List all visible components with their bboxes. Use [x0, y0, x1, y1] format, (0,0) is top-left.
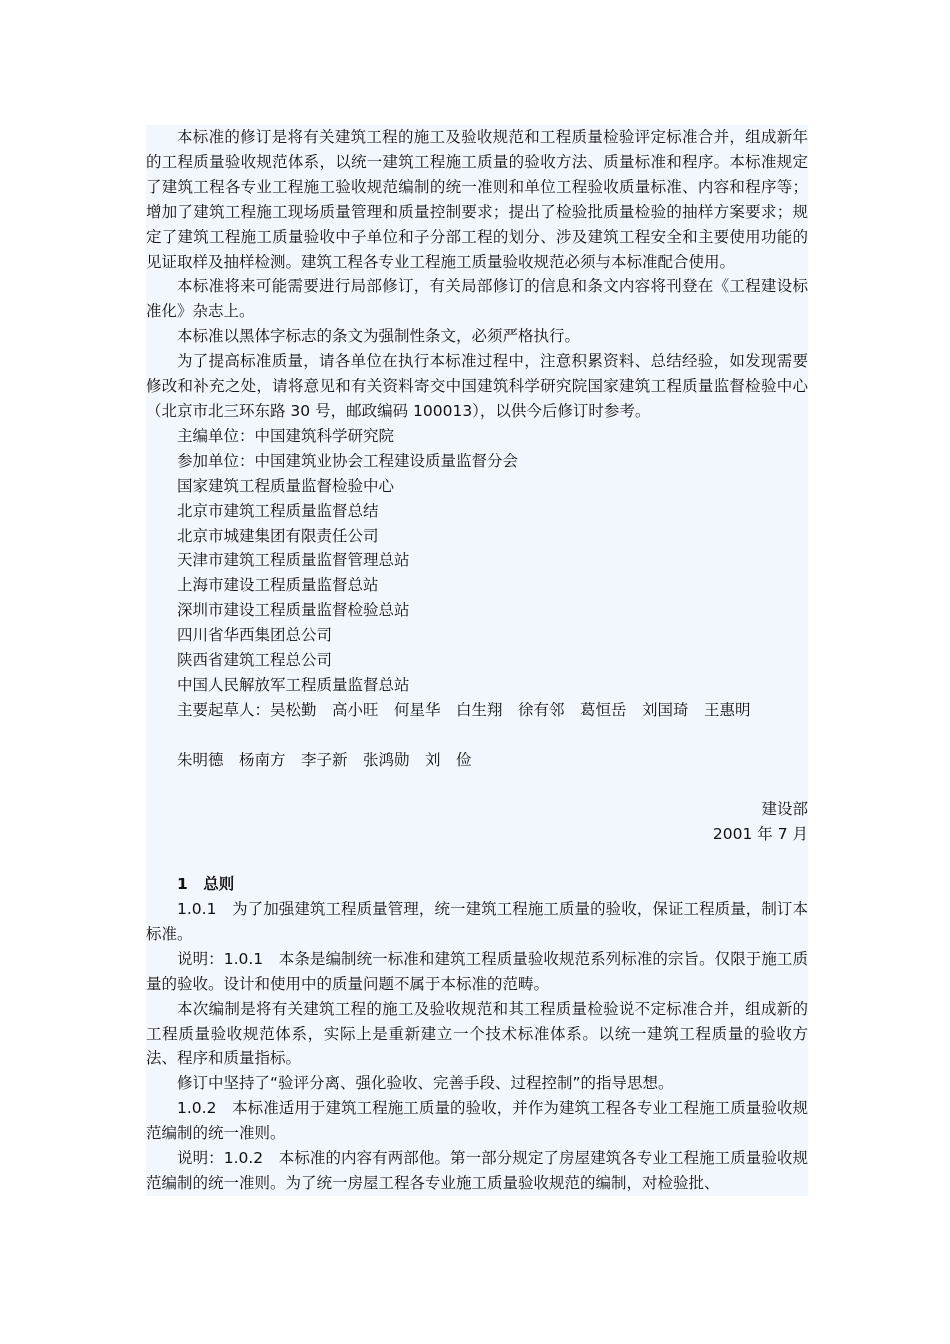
preface-paragraph-1: 本标准的修订是将有关建筑工程的施工及验收规范和工程质量检验评定标准合并，组成新年的工程质量验收规范体系，以统一建筑工程施工质量的验收方法、质量标准和程序。本标准规定了建筑工程各专业工程施工验收规范编制的统一准则和单位工程验收质量标准、内容和程序等；增加了建筑工程施工现场质量管理和质量控制要求；提出了检验批质量检验的抽样方案要求；规定了建筑工程施工质量验收中子单位和子分部工程的划分、涉及建筑工程安全和主要使用功能的见证取样及抽样检测。建筑工程各专业工程施工质量验收规范必须与本标准配合使用。 — [146, 128, 808, 271]
main-drafters-continued: 朱明德 杨南方 李子新 张鸿勋 刘 俭 — [177, 750, 472, 769]
participating-unit: 上海市建设工程质量监督总站 — [177, 576, 379, 595]
spacer — [146, 847, 808, 872]
chief-unit: 主编单位：中国建筑科学研究院 — [177, 426, 395, 445]
preface-paragraph-2: 本标准将来可能需要进行局部修订，有关局部修订的信息和条文内容将刊登在《工程建设标准化》杂志上。 — [146, 277, 808, 321]
clause-1-0-2: 1.0.2 本标准适用于建筑工程施工质量的验收，并作为建筑工程各专业工程施工质量验收规范编制的统一准则。 — [146, 1099, 808, 1143]
spacer — [146, 773, 808, 798]
clause-1-0-1-note-continued: 修订中坚持了“验评分离、强化验收、完善手段、过程控制”的指导思想。 — [177, 1074, 674, 1093]
preface-paragraph-3: 本标准以黑体字标志的条文为强制性条文，必须严格执行。 — [177, 327, 581, 346]
clause-1-0-2-note: 说明：1.0.2 本标准的内容有两部他。第一部分规定了房屋建筑各专业工程施工质量验收规范编制的统一准则。为了统一房屋工程各专业施工质量验收规范的编制，对检验批、 — [146, 1149, 808, 1193]
participating-unit: 北京市建筑工程质量监督总结 — [177, 501, 379, 520]
participating-unit: 参加单位：中国建筑业协会工程建设质量监督分会 — [177, 451, 519, 470]
participating-unit: 陕西省建筑工程总公司 — [177, 651, 333, 670]
clause-1-0-1-note-continued: 本次编制是将有关建筑工程的施工及验收规范和其工程质量检验说不定标准合并，组成新的工程质量验收规范体系，实际上是重新建立一个技术标准体系。以统一建筑工程质量的验收方法、程序和质量指标。 — [146, 999, 808, 1068]
participating-unit: 天津市建筑工程质量监督管理总站 — [177, 551, 410, 570]
clause-1-0-1-note: 说明：1.0.1 本条是编制统一标准和建筑工程质量验收规范系列标准的宗旨。仅限于施工质量的验收。设计和使用中的质量问题不属于本标准的范畴。 — [146, 949, 808, 993]
chapter-heading: 1 总则 — [177, 875, 235, 894]
clause-1-0-1: 1.0.1 为了加强建筑工程质量管理，统一建筑工程施工质量的验收，保证工程质量，制订本标准。 — [146, 900, 808, 943]
participating-unit: 四川省华西集团总公司 — [177, 626, 333, 645]
document-body — [146, 125, 808, 1196]
signature-organization: 建设部 — [761, 800, 808, 819]
participating-unit: 中国人民解放军工程质量监督总站 — [177, 675, 410, 694]
spacer — [146, 723, 808, 748]
main-drafters: 主要起草人：吴松勤 高小旺 何星华 白生翔 徐有邻 葛恒岳 刘国琦 王惠明 — [177, 700, 751, 719]
participating-unit: 国家建筑工程质量监督检验中心 — [177, 476, 395, 495]
participating-unit: 北京市城建集团有限责任公司 — [177, 526, 379, 545]
preface-paragraph-4: 为了提高标准质量，请各单位在执行本标准过程中，注意积累资料、总结经验，如发现需要修改和补充之处，请将意见和有关资料寄交中国建筑科学研究院国家建筑工程质量监督检验中心（北京市北三环东路 30 号，邮政编码 100013），以供今后修订时参考。 — [146, 352, 808, 420]
participating-unit: 深圳市建设工程质量监督检验总站 — [177, 601, 410, 620]
signature-date: 2001 年 7 月 — [712, 825, 808, 844]
